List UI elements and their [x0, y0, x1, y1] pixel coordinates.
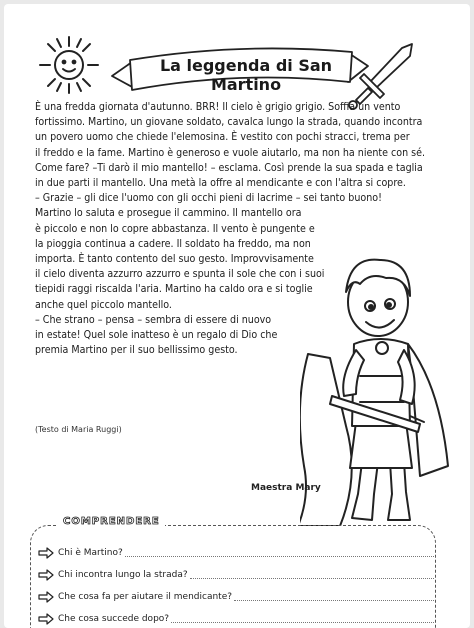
answer-line[interactable]: [234, 599, 434, 601]
question-item: [38, 608, 434, 628]
question-text: Che cosa fa per aiutare il mendicante?: [58, 592, 233, 602]
story-line: importa. È tanto contento del suo gesto. Improvvisamente: [35, 253, 314, 266]
story-line: premia Martino per il suo bellissimo gesto.: [35, 344, 238, 357]
worksheet-page: [4, 4, 470, 628]
answer-line[interactable]: [125, 555, 434, 557]
sun-icon: [36, 34, 102, 96]
question-text: Chi è Martino?: [58, 548, 123, 558]
story-line: – Che strano – pensa – sembra di essere di nuovo: [35, 313, 272, 326]
story-line: tiepidi raggi riscalda l'aria. Martino ha caldo ora e si toglie: [35, 283, 313, 296]
arrow-right-icon: [38, 547, 54, 559]
story-line: Come fare? –Ti darò il mio mantello! – esclama. Così prende la sua spada e taglia: [35, 161, 423, 174]
arrow-right-icon: [38, 591, 54, 603]
question-item: [38, 586, 434, 608]
author-signature: Maestra Mary: [251, 483, 321, 493]
story-line: in due parti il mantello. Una metà la offre al mendicante e con l'altra si copre.: [35, 177, 406, 190]
story-line: È una fredda giornata d'autunno. BRR! Il cielo è grigio grigio. Soffia un vento: [35, 101, 401, 113]
story-line: il cielo diventa azzurro azzurro e spunta il sole che con i suoi: [35, 268, 325, 281]
text-credit: (Testo di Maria Ruggi): [35, 425, 122, 434]
arrow-right-icon: [38, 613, 54, 625]
story-line: – Grazie – gli dice l'uomo con gli occhi pieni di lacrime – sei tanto buono!: [35, 192, 382, 205]
story-line: anche quel piccolo mantello.: [35, 298, 172, 311]
question-text: Chi incontra lungo la strada?: [58, 570, 188, 580]
question-item: [38, 564, 434, 586]
story-line: un povero uomo che chiede l'elemosina. È vestito con pochi stracci, trema per: [35, 131, 410, 144]
question-list: [38, 542, 434, 628]
question-item: [38, 542, 434, 564]
soldier-illustration: [300, 226, 460, 526]
story-line: è piccolo e non lo copre abbastanza. Il vento è pungente e: [35, 222, 315, 235]
story-line: il freddo e la fame. Martino è generoso e vuole aiutarlo, ma non ha niente con sé.: [35, 146, 426, 159]
page-title: La leggenda di San Martino: [159, 56, 333, 94]
answer-line[interactable]: [171, 621, 434, 623]
question-text: Che cosa succede dopo?: [58, 614, 170, 624]
story-line: Martino lo saluta e prosegue il cammino. Il mantello ora: [35, 207, 302, 220]
arrow-right-icon: [38, 569, 54, 581]
comprendere-label: COMPRENDERE: [58, 516, 165, 527]
story-line: in estate! Quel sole inatteso è un regalo di Dio che: [35, 329, 278, 342]
story-line: la pioggia continua a cadere. Il soldato ha freddo, ma non: [35, 237, 311, 250]
story-line: fortissimo. Martino, un giovane soldato, cavalca lungo la strada, quando incontra: [35, 116, 423, 129]
answer-line[interactable]: [190, 577, 434, 579]
